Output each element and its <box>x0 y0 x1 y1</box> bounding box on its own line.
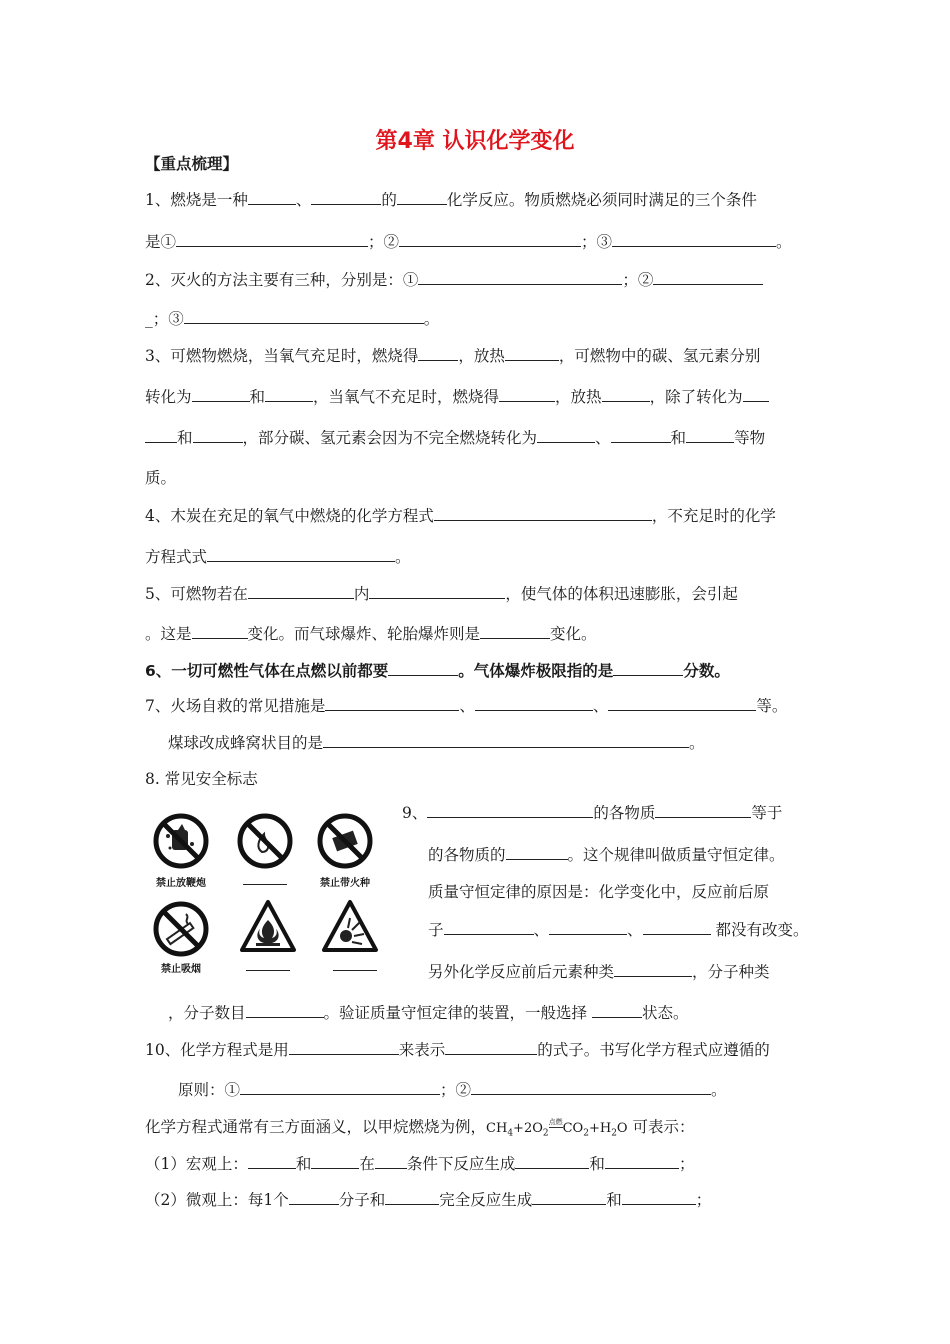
question-4-line-1: 4、木炭在充足的氧气中燃烧的化学方程式 ，不充足时的化学 <box>145 507 776 525</box>
sign-caption-blank-1 <box>243 884 287 885</box>
question-3-line-1: 3、可燃物燃烧，当氧气充足时，燃烧得 ，放热 ，可燃物中的碳、氢元素分别 <box>145 347 761 365</box>
no-smoking-icon <box>152 900 210 958</box>
explosive-warning-icon <box>320 898 380 954</box>
question-4-line-2: 方程式式 。 <box>145 548 411 566</box>
question-9-line-1: 9、 的各物质 等于 <box>402 804 783 822</box>
micro-meaning-line: （2）微观上：每1个 分子和 完全反应生成 和 ； <box>145 1191 712 1209</box>
question-9-line-2: 的各物质的 。这个规律叫做质量守恒定律。 <box>428 846 785 864</box>
sign-caption-blank-3 <box>333 970 377 971</box>
question-2-line-2: _；③ 。 <box>145 310 440 328</box>
question-6: 6、一切可燃性气体在点燃以前都要 。气体爆炸极限指的是 分数。 <box>145 662 730 680</box>
question-3-line-4: 质。 <box>145 469 177 487</box>
question-9-line-4: 子 、 、 都没有改变。 <box>428 921 809 939</box>
question-7-line-2: 煤球改成蜂窝状目的是 。 <box>168 734 705 752</box>
methane-equation: $CH_4+2O_2^{点燃}$ $CO_2+H_2O$ <box>486 1118 628 1139</box>
question-1-line-2: 是① ；② ；③ 。 <box>145 233 792 251</box>
sign-caption-blank-2 <box>246 970 290 971</box>
question-10-line-1: 10、化学方程式是用 来表示 的式子。书写化学方程式应遵循的 <box>145 1041 770 1059</box>
equation-meaning-line: 化学方程式通常有三方面涵义，以甲烷燃烧为例，$CH_4+2O_2^{点燃}$ $CO_2+H_2O$ 可表示： <box>145 1118 695 1139</box>
question-5-line-2: 。这是 变化。而气球爆炸、轮胎爆炸则是 变化。 <box>145 625 597 643</box>
no-open-flame-icon <box>236 812 294 870</box>
question-3-line-2: 转化为 和 ，当氧气不充足时，燃烧得 ，放热 ，除了转化为 <box>145 385 769 407</box>
question-9-line-5: 另外化学反应前后元素种类 ，分子种类 <box>428 963 770 981</box>
page-title: 第4章 认识化学变化 <box>375 129 575 154</box>
flammable-warning-icon <box>238 898 298 954</box>
sign-caption-no-firecrackers: 禁止放鞭炮 <box>156 878 206 889</box>
question-2-line-1: 2、灭火的方法主要有三种，分别是：① ；② <box>145 268 763 290</box>
no-matches-icon <box>316 812 374 870</box>
question-9-line-6: ，分子数目 。验证质量守恒定律的装置，一般选择 状态。 <box>168 1004 689 1022</box>
macro-meaning-line: （1）宏观上： 和 在 条件下反应生成 和 ； <box>145 1155 695 1173</box>
question-3-line-3: 和 ，部分碳、氢元素会因为不完全燃烧转化为 、 和 等物 <box>145 426 765 448</box>
question-5-line-1: 5、可燃物若在 内 ，使气体的体积迅速膨胀，会引起 <box>145 585 738 603</box>
question-7-line-1: 7、火场自救的常见措施是 、 、 等。 <box>145 697 788 715</box>
sign-caption-no-smoking: 禁止吸烟 <box>161 964 201 975</box>
section-heading: 【重点梳理】 <box>145 155 239 173</box>
question-8-label: 8. 常见安全标志 <box>145 770 258 788</box>
question-1-line-1: 1、燃烧是一种 、 的 化学反应。物质燃烧必须同时满足的三个条件 <box>145 191 757 209</box>
sign-caption-no-matches: 禁止带火种 <box>320 878 370 889</box>
question-9-line-3: 质量守恒定律的原因是：化学变化中，反应前后原 <box>428 883 770 901</box>
question-10-line-2: 原则：① ；② 。 <box>178 1081 727 1099</box>
no-firecrackers-icon <box>152 812 210 870</box>
